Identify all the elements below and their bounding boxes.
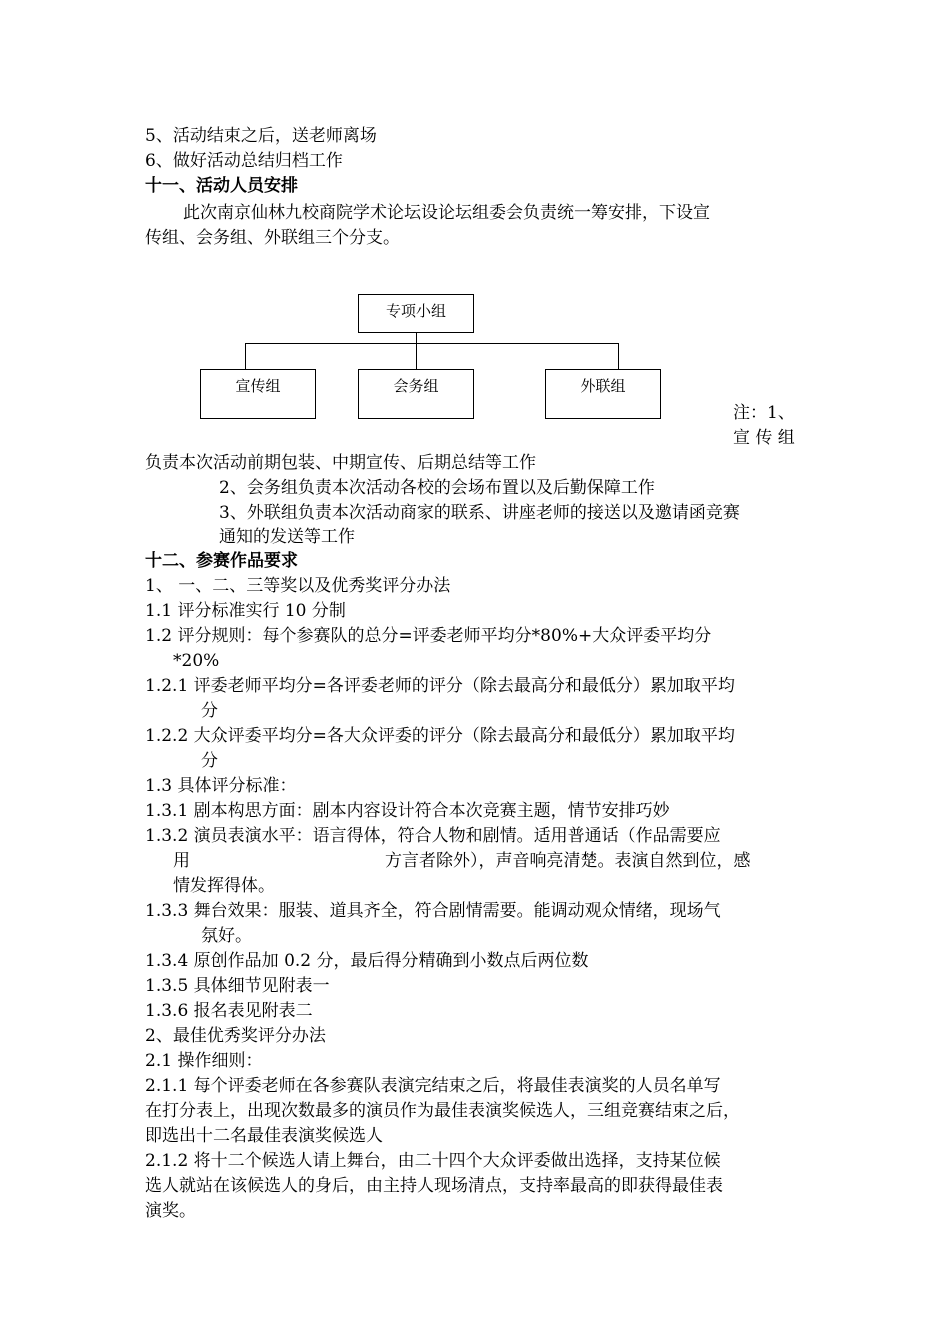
note-line: 2、会务组负责本次活动各校的会场布置以及后勤保障工作 (219, 478, 655, 498)
rule-line: 方言者除外），声音响亮清楚。表演自然到位，感 (385, 851, 751, 871)
org-child-label: 宣传组 (235, 377, 281, 395)
rule-line: 1.1 评分标准实行 10 分制 (145, 601, 346, 621)
rule-line: 1.3.6 报名表见附表二 (145, 1001, 313, 1021)
rule-line: 1.3.4 原创作品加 0.2 分，最后得分精确到小数点后两位数 (145, 951, 589, 971)
rule-line: *20% (173, 651, 220, 671)
rule-line: 1.2.2 大众评委平均分=各大众评委的评分（除去最高分和最低分）累加取平均 (145, 726, 735, 746)
note-line: 负责本次活动前期包装、中期宣传、后期总结等工作 (145, 453, 536, 473)
org-child-label: 外联组 (580, 377, 626, 395)
rule-line: 分 (201, 701, 218, 721)
paragraph-line: 传组、会务组、外联组三个分支。 (145, 228, 400, 248)
rule-line: 2.1 操作细则： (145, 1051, 263, 1071)
rule-line: 2.1.2 将十二个候选人请上舞台，由二十四个大众评委做出选择，支持某位候 (145, 1151, 721, 1171)
rule-line: 分 (201, 751, 218, 771)
section-heading-12: 十二、参赛作品要求 (145, 551, 298, 571)
rule-line: 1.3.2 演员表演水平：语言得体，符合人物和剧情。适用普通话（作品需要应 (145, 826, 721, 846)
section-heading-11: 十一、活动人员安排 (145, 176, 298, 196)
connector-line (416, 333, 417, 343)
rule-line: 1.3.3 舞台效果：服装、道具齐全，符合剧情需要。能调动观众情绪，现场气 (145, 901, 721, 921)
rule-line: 氛好。 (201, 926, 252, 946)
connector-line (245, 343, 246, 369)
rule-line: 选人就站在该候选人的身后，由主持人现场清点，支持率最高的即获得最佳表 (145, 1176, 723, 1196)
note-line: 3、外联组负责本次活动商家的联系、讲座老师的接送以及邀请函竞赛 (219, 503, 740, 523)
connector-line (416, 343, 417, 369)
note-line: 通知的发送等工作 (219, 527, 355, 547)
rule-line: 在打分表上，出现次数最多的演员作为最佳表演奖候选人，三组竞赛结束之后， (145, 1101, 740, 1121)
list-item-5: 5、活动结束之后，送老师离场 (145, 126, 377, 146)
rule-line: 用 (173, 851, 190, 871)
note-line: 注：1、 (733, 403, 795, 423)
rule-line: 情发挥得体。 (173, 876, 275, 896)
paragraph-line: 此次南京仙林九校商院学术论坛设论坛组委会负责统一筹安排，下设宣 (183, 203, 710, 223)
org-root-label: 专项小组 (385, 302, 446, 320)
connector-line (245, 343, 618, 344)
rule-line: 2、最佳优秀奖评分办法 (145, 1026, 326, 1046)
rule-line: 2.1.1 每个评委老师在各参赛队表演完结束之后，将最佳表演奖的人员名单写 (145, 1076, 721, 1096)
rule-line: 1、 一、二、三等奖以及优秀奖评分办法 (145, 576, 451, 596)
rule-line: 1.3.1 剧本构思方面：剧本内容设计符合本次竞赛主题，情节安排巧妙 (145, 801, 670, 821)
connector-line (618, 343, 619, 369)
rule-line: 1.2.1 评委老师平均分=各评委老师的评分（除去最高分和最低分）累加取平均 (145, 676, 735, 696)
list-item-6: 6、做好活动总结归档工作 (145, 151, 343, 171)
rule-line: 1.3 具体评分标准： (145, 776, 297, 796)
org-child-label: 会务组 (393, 377, 439, 395)
rule-line: 即选出十二名最佳表演奖候选人 (145, 1126, 383, 1146)
note-line: 宣 传 组 (733, 428, 795, 448)
rule-line: 1.2 评分规则：每个参赛队的总分=评委老师平均分*80%+大众评委平均分 (145, 626, 712, 646)
rule-line: 演奖。 (145, 1201, 196, 1221)
rule-line: 1.3.5 具体细节见附表一 (145, 976, 330, 996)
